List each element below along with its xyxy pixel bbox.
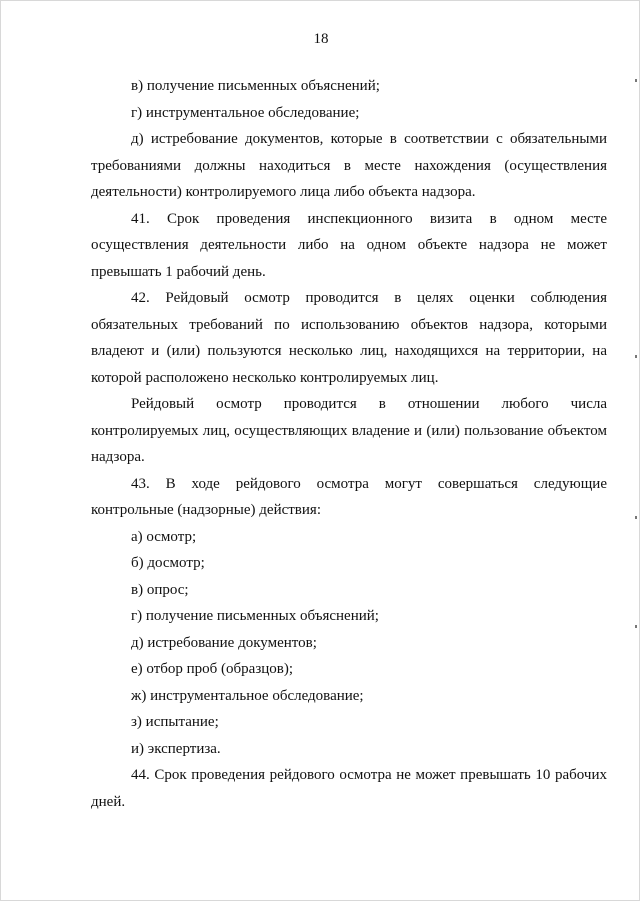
list-item-g: г) получение письменных объяснений; [131, 608, 379, 624]
page-number: 18 [313, 31, 329, 47]
document-body [91, 73, 607, 815]
paragraph-41: 41. Срок проведения инспекционного визита в одном месте осуществления деятельности либо на одном объекте надзора не может превышать 1 рабочий день. [91, 210, 607, 280]
scan-mark [635, 79, 637, 82]
list-item-d: д) истребование документов; [131, 634, 317, 651]
paragraph-43: 43. В ходе рейдового осмотра могут совершаться следующие контрольные (надзорные) действия: [91, 475, 607, 518]
list-item-v: в) опрос; [131, 581, 189, 598]
paragraph-item-d: д) истребование документов, которые в соответствии с обязательными требованиями должны находиться в месте нахождения (осуществления деятельности) контролируемого лица либо объекта надзора. [91, 131, 607, 200]
paragraph-raid-inspection: Рейдовый осмотр проводится в отношении любого числа контролируемых лиц, осуществляющих владение и (или) пользование объектом надзора. [91, 396, 607, 465]
list-item-b: б) досмотр; [131, 555, 205, 571]
list-item-a: а) осмотр; [131, 528, 197, 545]
paragraph-42: 42. Рейдовый осмотр проводится в целях оценки соблюдения обязательных требований по использованию объектов надзора, которыми владеют и (или) пользуются несколько лиц, находящихся на территории, на которой расположено несколько контролируемых лиц. [91, 290, 607, 386]
paragraph-item-v: в) получение письменных объяснений; [131, 78, 380, 94]
list-item-z: з) испытание; [131, 714, 219, 730]
list-item-i: и) экспертиза. [131, 740, 221, 757]
scan-mark [635, 516, 637, 519]
scan-mark [635, 355, 637, 358]
list-item-e: е) отбор проб (образцов); [131, 661, 294, 677]
scan-mark [635, 625, 637, 628]
paragraph-44: 44. Срок проведения рейдового осмотра не может превышать 10 рабочих дней. [91, 767, 607, 810]
list-item-zh: ж) инструментальное обследование; [131, 687, 364, 704]
paragraph-item-g: г) инструментальное обследование; [131, 104, 360, 121]
